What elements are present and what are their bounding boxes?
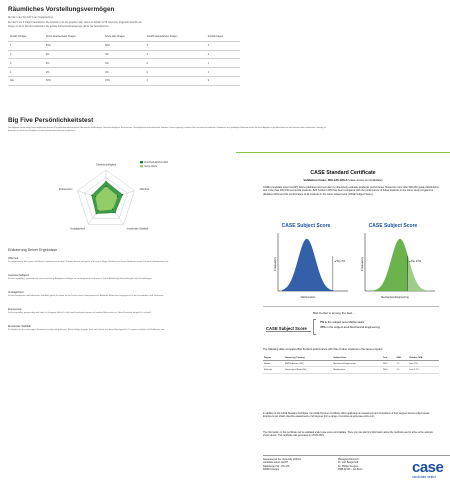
graph-ylabel: Frequency xyxy=(360,256,364,271)
table-cell: 1 xyxy=(206,68,240,77)
divider xyxy=(263,306,439,307)
table-cell: 2.5 xyxy=(395,361,408,367)
table-header-row xyxy=(8,33,240,41)
explanation-heading: Offenheit xyxy=(8,257,19,260)
distribution-curve xyxy=(369,239,431,291)
radar-point xyxy=(122,194,123,195)
radar-axis-label: Offenheit xyxy=(139,188,150,192)
radar-axis-label: Extraversion xyxy=(59,188,73,192)
validation-code-value: 306-135-429-5 xyxy=(327,178,348,182)
validation-note: The information on this certificate can be validated under case-score.com/validate. There you can also find information about the methods used to arrive at the analysis shown above. This certificate was generated on 26.05.2015. xyxy=(263,432,433,438)
vorstellung-summary-1: Du hast 9 von 9 Fragen beantwortet. Die Antworten, die Du gegeben hast, waren im Schnitt zu 58 % korrekt. Insgesamt hast Du die xyxy=(8,22,142,24)
score-marker-label: ◂ Top 47% xyxy=(408,260,422,263)
radar-point xyxy=(115,212,116,213)
graph-title-mathematics: CASE Subject Score xyxy=(281,223,331,229)
legend-swatch xyxy=(140,161,143,163)
candidate-name: Bob Korbel xyxy=(313,311,328,315)
column-header: Subject Area xyxy=(332,355,382,361)
score-mathematics-text: in the subject area Mathematics. xyxy=(324,320,366,324)
section-title-erlaeuterung: Erläuterung Deiner Ergebnisse xyxy=(8,248,58,252)
table-cell: 50% xyxy=(44,76,103,85)
premium-note: In addition to this CASE Standard Certificate, the CASE Premium Certificate offers applicants an assessment and comparison of their degrees across subject areas. Employers can obtain objective assessments of all degrees from a range of countries at www.case-score.com. xyxy=(263,413,430,419)
table-cell: Master xyxy=(263,361,284,367)
table-row xyxy=(8,59,240,68)
table-cell: Mathematics xyxy=(332,367,382,373)
case-certificate xyxy=(236,148,450,498)
column-header: Anzahl beantworteter Fragen xyxy=(145,33,206,41)
graph-ylabel: Frequency xyxy=(273,256,277,271)
table-row xyxy=(8,41,240,50)
table-cell: 15% xyxy=(103,76,144,85)
radar-point xyxy=(98,210,99,211)
address-line: 60680 Cologne xyxy=(263,467,280,471)
table-cell: best 75% xyxy=(408,361,439,367)
table-cell: 2 xyxy=(206,50,240,59)
column-header: Score aller Fragen xyxy=(103,33,144,41)
legend-label: Durchschnittlicher Wert xyxy=(144,162,169,164)
table-cell: 2 xyxy=(145,41,206,50)
table-cell: 50% xyxy=(44,41,103,50)
table-cell: 2 xyxy=(206,41,240,50)
radar-point xyxy=(112,209,113,210)
table-cell: University of Bonn (DE) xyxy=(284,367,333,373)
table-row xyxy=(8,76,240,85)
explanation-text: Du bleibst auch in stressigen Situationen ruhig und gelassen. Rückschläge bringen Dich nicht leicht aus dem Gleichgewicht, Du gehst sachlich mit Problemen um. xyxy=(8,329,165,331)
section-title-vorstellung: Räumliches Vorstellungsvermögen xyxy=(8,6,115,13)
radar-point xyxy=(105,186,106,187)
table-cell: 0% xyxy=(44,68,103,77)
validation-code xyxy=(236,178,450,182)
certificate-top-rule xyxy=(236,152,450,153)
column-header: University (Country) xyxy=(284,355,333,361)
score-underline xyxy=(266,331,311,332)
big5-radar-chart xyxy=(40,153,210,243)
directors-line: Managing Directors: xyxy=(338,458,360,461)
table-cell: 3 xyxy=(8,59,44,68)
validation-code-label: Validation Code: xyxy=(303,178,327,182)
directors-block xyxy=(338,458,363,471)
case-logo xyxy=(412,461,450,479)
score-mathematics-value: 7% xyxy=(320,320,325,324)
score-mathematics xyxy=(320,320,365,324)
score-mechanical-value: 47% xyxy=(320,325,326,329)
table-cell: RWTH Aachen (DE) xyxy=(284,361,333,367)
performance-table xyxy=(263,355,439,374)
table-cell: Bachelor xyxy=(263,367,284,373)
validation-code-site: (case-score.com/validate) xyxy=(348,178,383,182)
table-cell: 2 xyxy=(145,76,206,85)
explanation-text: Du bist gesellig, gesprächig und aktiv. In Gruppen fühlst Du Dich wohl und gehst gerne auf andere Menschen zu. Neue Kontakte knüpfst Du schnell. xyxy=(8,312,152,314)
score-label: CASE Subject Score xyxy=(266,326,307,331)
table-cell: Alle xyxy=(8,76,44,85)
table-cell: 1.5 xyxy=(395,367,408,373)
legend-label: Deine Werte xyxy=(144,166,158,168)
table-cell: 2013 xyxy=(382,361,396,367)
table-row xyxy=(263,367,439,373)
table-cell: 0% xyxy=(44,50,103,59)
column-header: Year xyxy=(382,355,396,361)
table-cell: 0 xyxy=(145,68,206,77)
column-header: Relative GPA xyxy=(408,355,439,361)
explanation-heading: Verträglichkeit xyxy=(8,291,24,294)
vorstellung-rank: Du bist in den Top 100 % der Testteilnehmer. xyxy=(8,17,54,19)
address-line: Developed at the University of Bonn xyxy=(263,458,302,461)
table-cell: best 2.7% xyxy=(408,367,439,373)
radar-point xyxy=(96,213,97,214)
column-header: Anzahl Fragen xyxy=(206,33,240,41)
address-line: candidate select GmbH xyxy=(263,461,288,465)
section-title-big5: Big Five Persönlichkeitstest xyxy=(8,117,94,124)
bob-headline-rest: is among the best ... xyxy=(328,311,356,315)
explanation-heading: Emotionale Stabilität xyxy=(8,325,31,328)
column-header: Score beantworteter Fragen xyxy=(44,33,103,41)
table-cell: 4 xyxy=(8,68,44,77)
score-bracket xyxy=(313,319,316,335)
directors-line: HRB 22136 – AG Bonn xyxy=(338,467,363,471)
column-header: Degree xyxy=(263,355,284,361)
score-mechanical-text: in the subject area Mechanical Engineering xyxy=(326,325,380,329)
table-row xyxy=(8,50,240,59)
radar-axis-label: Verträglichkeit xyxy=(70,227,86,231)
bob-headline xyxy=(313,311,356,315)
address-block xyxy=(263,458,301,471)
table-row xyxy=(8,68,240,77)
table-cell: 2 xyxy=(8,50,44,59)
table-cell: 2 xyxy=(145,50,206,59)
table-cell: 9 xyxy=(206,76,240,85)
table-cell: 1 xyxy=(8,41,44,50)
directors-line: Dr. Lutz Bergerhoff xyxy=(338,461,359,465)
score-marker-label: ◂ Top 7% xyxy=(334,260,345,263)
radar-point xyxy=(105,181,106,182)
graph-xlabel-mathematics: Mathematics xyxy=(300,296,316,299)
table-cell: 0% xyxy=(103,59,144,68)
score-mechanical xyxy=(320,325,380,329)
explanation-text: Du interessierst dich gerne für Neues, möchtest mehr über Themen lernen und gehst auch neue Wege. Routine und feste Strukturen ziehst Du dem Unbekannten vor. xyxy=(8,261,169,263)
table-cell: 0 xyxy=(145,59,206,68)
table-cell: Mechanical Engineering xyxy=(332,361,382,367)
column-header: Anzahl richtiger xyxy=(8,33,44,41)
subject-score-distributions xyxy=(263,231,439,301)
legend-swatch xyxy=(140,165,143,167)
graph-title-mechanical: CASE Subject Score xyxy=(368,223,418,229)
radar-axis-label: emotionale Stabilität xyxy=(126,227,149,231)
certificate-title: CASE Standard Certificate xyxy=(310,170,376,176)
vorstellung-table xyxy=(8,33,240,86)
performance-intro: The following table compares Bob Korbel's performance with that of other students in the same program. xyxy=(263,348,384,351)
table-cell: 0% xyxy=(103,50,144,59)
table-cell: 50% xyxy=(103,41,144,50)
radar-point xyxy=(95,196,96,197)
table-cell: 2010 xyxy=(382,367,396,373)
footer-rule xyxy=(263,455,450,456)
radar-point xyxy=(91,195,92,196)
logo-tagline: candidate select xyxy=(412,475,436,479)
score-summary xyxy=(263,311,439,343)
radar-point xyxy=(117,196,118,197)
address-line: Radeberger Str. 170-176 xyxy=(263,464,290,468)
explanation-text: Du bist kooperativ und hilfsbereit. Konflikte gehst Du offen an und suchst nach Kompromissen. Anderen Menschen begegnest Du mit Verständnis und Vertrauen. xyxy=(8,295,164,297)
logo-word: case xyxy=(412,459,444,476)
table-cell: 0% xyxy=(44,59,103,68)
table-cell: 1 xyxy=(206,59,240,68)
explanation-heading: Extraversion xyxy=(8,308,22,311)
certificate-description: CASE (candidate select GmbH) helps graduates and recruiters to objectively evaluate academic performance. Based on more than 500,000 grade distributions and more than 300,000 successful students, Bob Korbel's GPA has been compared with the performance of fellow students in the same study programme (Relative GPA) and the performance of all students in the same subject area (CASE Subject Score). xyxy=(263,186,439,196)
explanation-text: Du bist sorgfältig, systematisch und zuverlässig. Aufgaben erledigst Du termingerecht und genau. Deine Arbeit folgt klaren Regeln und Vorstellungen. xyxy=(8,278,153,280)
vorstellung-summary-2: Fragen zu 21 % korrekt beantwortet. Die gelöste Aufmerksamkeitsgruppe gilt für die Testteilnehmer. xyxy=(8,25,110,28)
big5-description: Der folgende Grafik zeigt Deine Ergebnisse bei den Persönlichkeitsdimensionen Offenheit für Erfahrungen, Gewissenhaftigkeit, Extraversion, Verträglichkeit und emotionale Stabilität. Dazu angezeigt, welchen Wert ein durchschnittlicher Teilnehmer zum jeweiligen Merkmal erhält. Bei einer Abgabe ist grundsätzlich ein weit bessere oder schlechtere Leistung zu bewerten, es lässt Dein Ergebnis zu einem bestimmten Bereich analysieren. xyxy=(8,127,326,132)
explanation-heading: Gewissenhaftigkeit xyxy=(8,274,29,277)
radar-axis-label: Gewissenhaftigkeit xyxy=(95,163,117,167)
distribution-curve xyxy=(282,239,344,291)
table-cell: 0% xyxy=(103,68,144,77)
graph-xlabel-mechanical: Mechanical Engineering xyxy=(381,296,409,299)
directors-line: Dr. Philipp Seegers xyxy=(338,464,359,468)
column-header: GPA xyxy=(395,355,408,361)
